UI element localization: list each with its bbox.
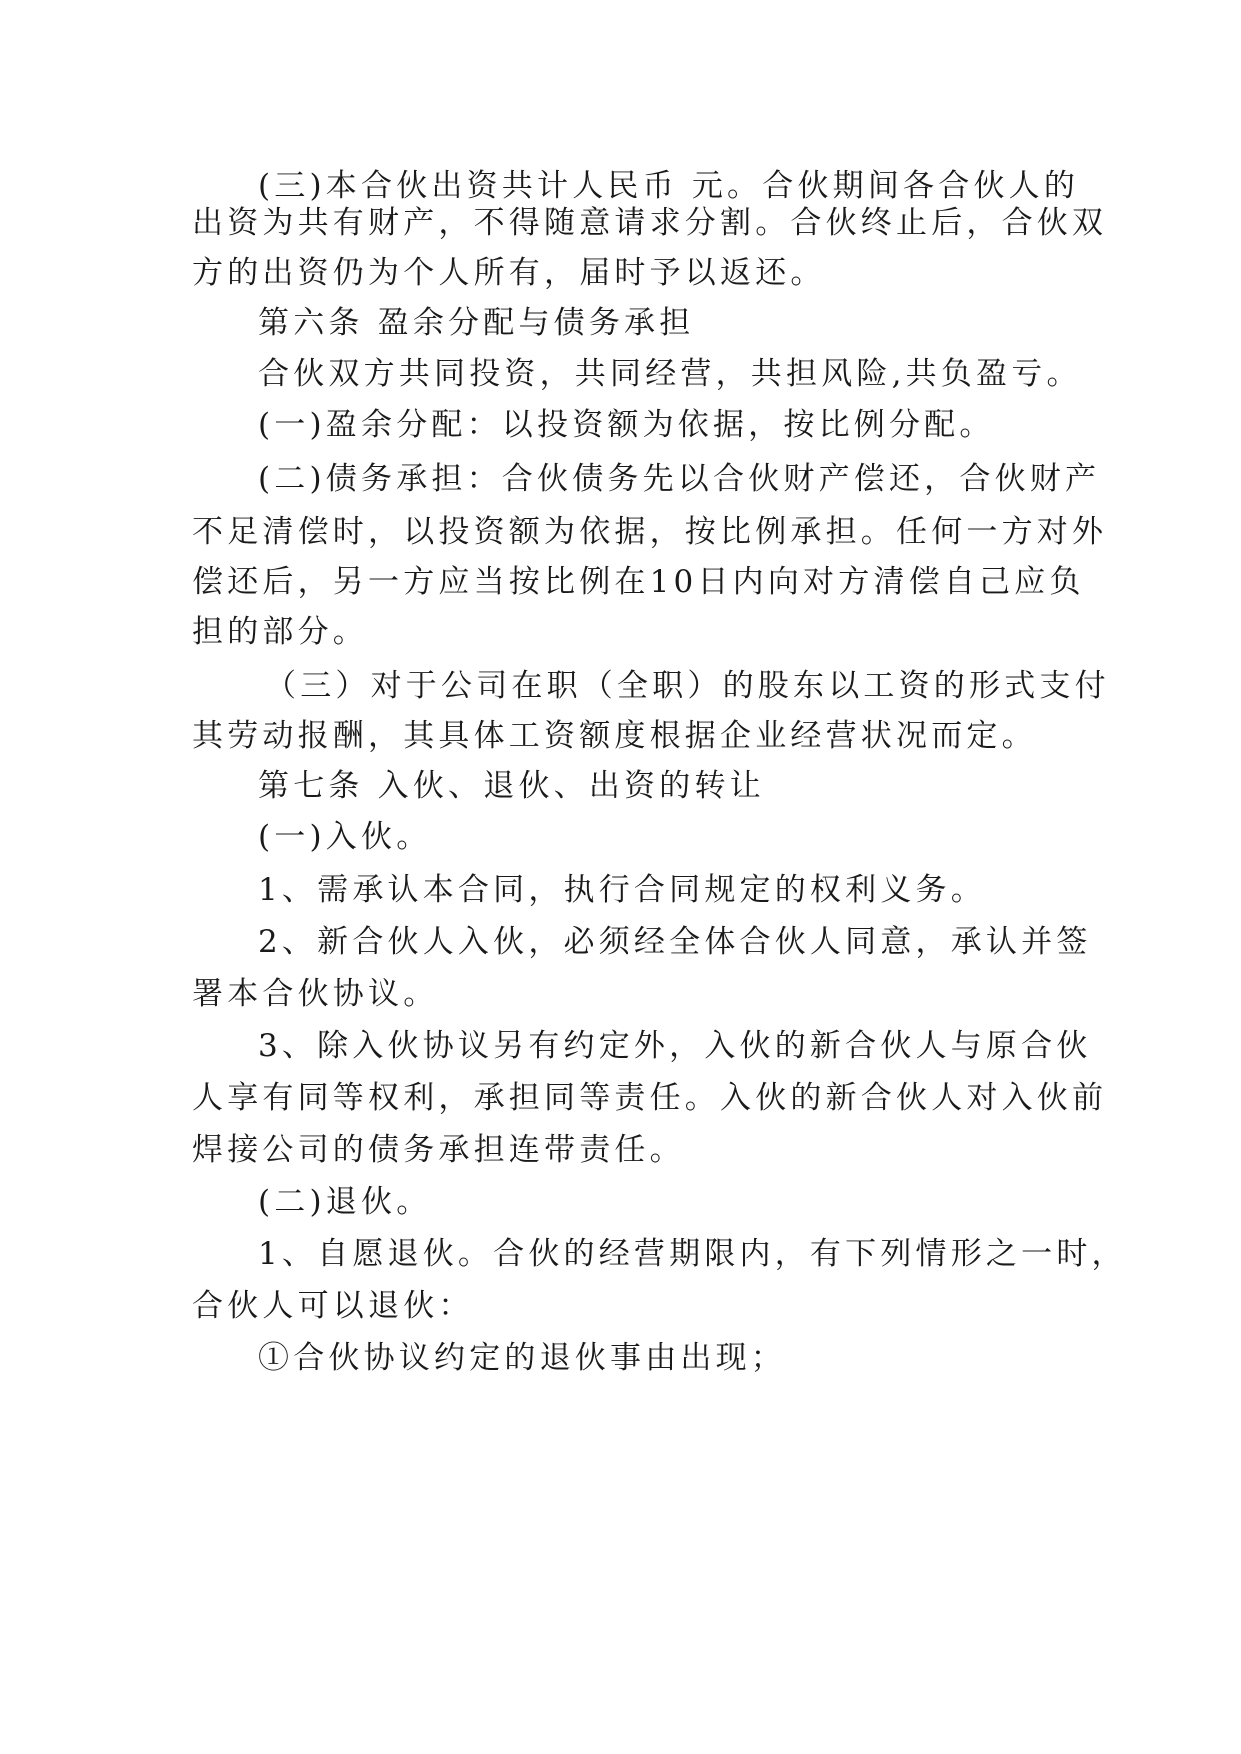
- article-7-item-2-line-2: 署本合伙协议。: [192, 976, 439, 1012]
- article-7-section-1: (一)入伙。: [258, 819, 432, 855]
- article-7-withdraw-item-1-line-2: 合伙人可以退伙：: [192, 1288, 474, 1324]
- article-6-heading: 第六条 盈余分配与债务承担: [258, 305, 695, 341]
- article-6-item-3-line-2: 其劳动报酬，其具体工资额度根据企业经营状况而定。: [192, 718, 1037, 754]
- article-7-withdraw-item-1-line-1: 1、自愿退伙。合伙的经营期限内，有下列情形之一时，: [258, 1236, 1127, 1272]
- article-6-item-2-line-3: 偿还后，另一方应当按比例在10日内向对方清偿自己应负: [192, 564, 1085, 600]
- article-6-item-2-line-2: 不足清偿时，以投资额为依据，按比例承担。任何一方对外: [192, 514, 1108, 550]
- article-7-section-2: (二)退伙。: [258, 1184, 432, 1220]
- article-7-item-3-line-1: 3、除入伙协议另有约定外，入伙的新合伙人与原合伙: [258, 1028, 1092, 1064]
- clause-5-3-line-3: 方的出资仍为个人所有，届时予以返还。: [192, 255, 826, 291]
- article-6-item-2-line-1: (二)债务承担：合伙债务先以合伙财产偿还，合伙财产: [258, 461, 1101, 497]
- clause-5-3-line-2: 出资为共有财产，不得随意请求分割。合伙终止后，合伙双: [192, 205, 1108, 241]
- article-7-withdraw-case-1: ①合伙协议约定的退伙事由出现；: [258, 1340, 786, 1376]
- article-7-item-1: 1、需承认本合同，执行合同规定的权利义务。: [258, 872, 986, 908]
- article-6-item-3-line-1: （三）对于公司在职（全职）的股东以工资的形式支付: [265, 668, 1110, 704]
- article-7-item-3-line-2: 人享有同等权利，承担同等责任。入伙的新合伙人对入伙前: [192, 1080, 1108, 1116]
- article-7-heading: 第七条 入伙、退伙、出资的转让: [258, 768, 765, 804]
- article-6-item-2-line-4: 担的部分。: [192, 614, 368, 650]
- article-6-intro: 合伙双方共同投资，共同经营，共担风险,共负盈亏。: [258, 356, 1082, 392]
- clause-5-3-line-1: (三)本合伙出资共计人民币 元。合伙期间各合伙人的: [258, 168, 1080, 204]
- article-7-item-2-line-1: 2、新合伙人入伙，必须经全体合伙人同意，承认并签: [258, 924, 1092, 960]
- article-6-item-1: (一)盈余分配：以投资额为依据，按比例分配。: [258, 407, 995, 443]
- article-7-item-3-line-3: 焊接公司的债务承担连带责任。: [192, 1132, 685, 1168]
